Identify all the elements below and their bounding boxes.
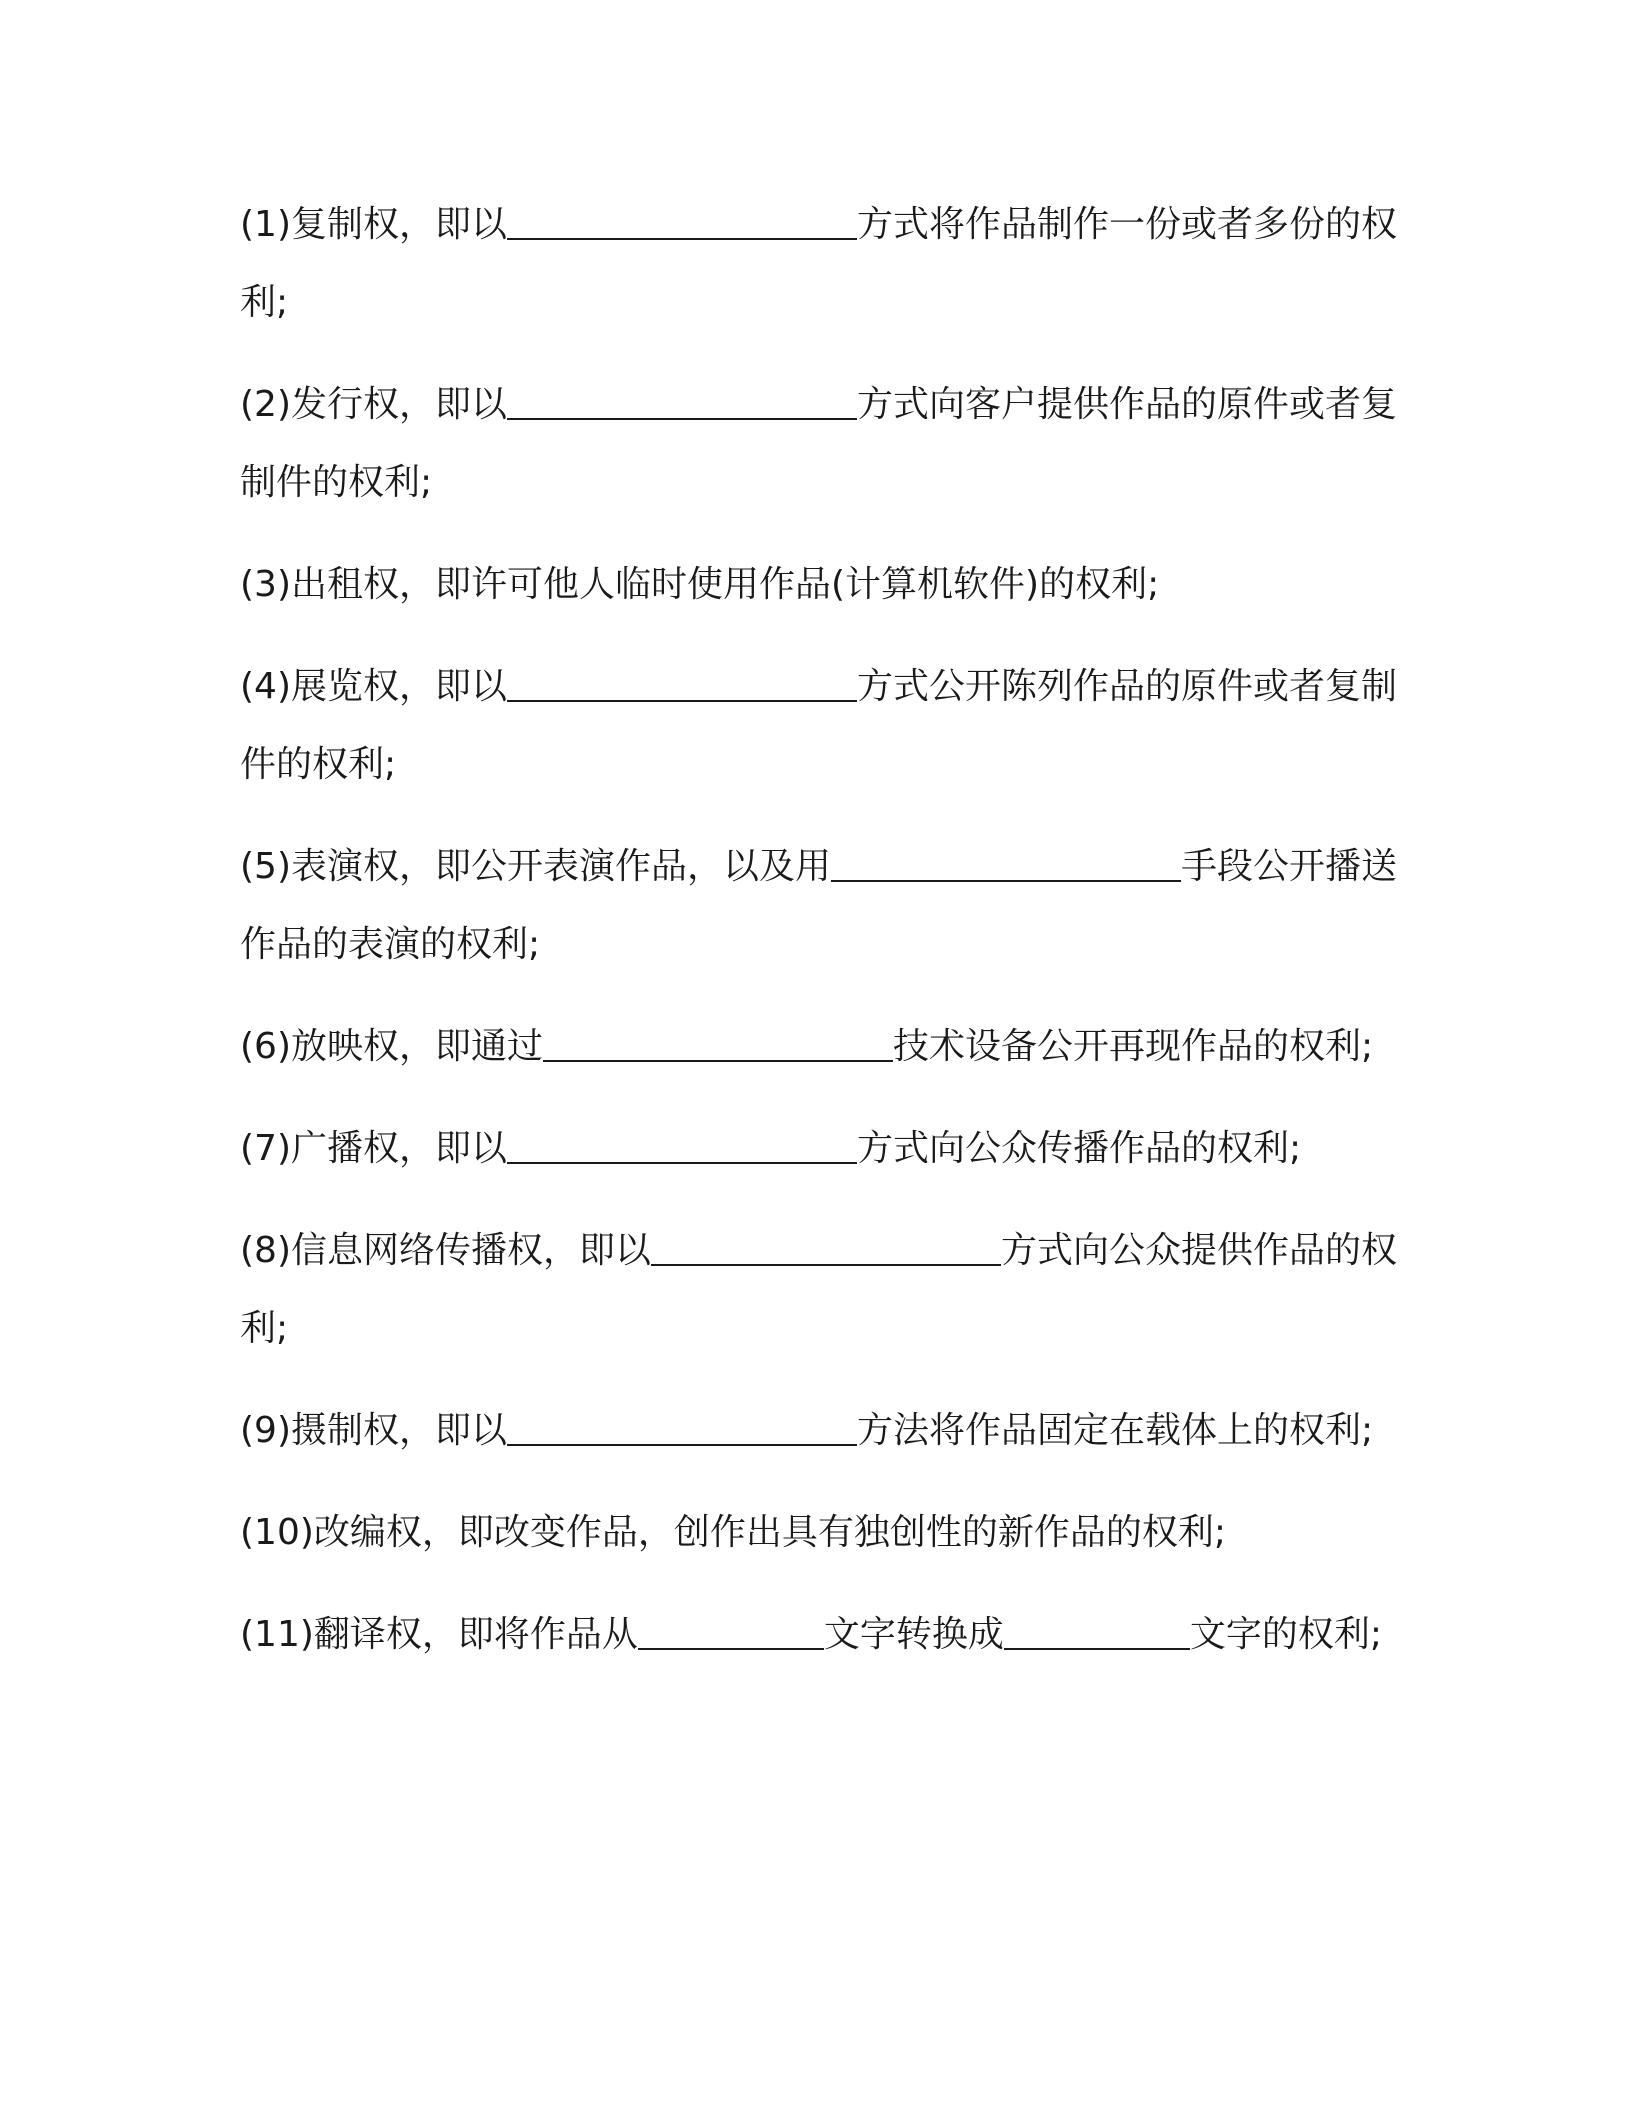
clause-text: 方式向客户提供作品的原件或者复制件的权利; (240, 384, 1398, 503)
clause-text: (8)信息网络传播权，即以 (240, 1230, 651, 1271)
clause-text: (11)翻译权，即将作品从 (240, 1614, 638, 1655)
clause-text: (4)展览权，即以 (240, 666, 507, 707)
clause-text: (5)表演权，即公开表演作品，以及用 (240, 846, 831, 887)
clause-text: (1)复制权，即以 (240, 204, 507, 245)
clause-exhibition-right (240, 648, 1400, 804)
blank-line (638, 1612, 824, 1650)
blank-line (507, 1408, 857, 1446)
blank-line (507, 382, 857, 420)
clause-text: 手段公开播送作品的表演的权利; (240, 846, 1398, 965)
clause-text: (10)改编权，即改变作品，创作出具有独创性的新作品的权利; (240, 1512, 1227, 1553)
clause-text: (9)摄制权，即以 (240, 1410, 507, 1451)
clause-text: (6)放映权，即通过 (240, 1026, 543, 1067)
blank-line (543, 1024, 893, 1062)
blank-line (507, 202, 857, 240)
clause-text: 方式向公众传播作品的权利; (857, 1128, 1302, 1169)
clause-adaptation-right (240, 1494, 1400, 1572)
clause-text: 方式将作品制作一份或者多份的权利; (240, 204, 1398, 323)
blank-line (507, 664, 857, 702)
clause-text: 文字转换成 (823, 1614, 1004, 1655)
clause-distribution-right (240, 366, 1400, 522)
clause-text: 方式公开陈列作品的原件或者复制件的权利; (240, 666, 1398, 785)
blank-line (831, 844, 1181, 882)
clause-screening-right (240, 1008, 1400, 1086)
clause-filming-right (240, 1392, 1400, 1470)
blank-line (651, 1228, 1001, 1266)
blank-line (507, 1126, 857, 1164)
clause-network-dissemination-right (240, 1212, 1400, 1368)
clause-performance-right (240, 828, 1400, 984)
clause-text: (3)出租权，即许可他人临时使用作品(计算机软件)的权利; (240, 564, 1160, 605)
clause-translation-right (240, 1596, 1400, 1674)
clause-text: 技术设备公开再现作品的权利; (893, 1026, 1374, 1067)
clause-reproduction-right (240, 186, 1400, 342)
document-page (240, 186, 1400, 1698)
clause-text: (7)广播权，即以 (240, 1128, 507, 1169)
clause-broadcasting-right (240, 1110, 1400, 1188)
blank-line (1004, 1612, 1190, 1650)
clause-rental-right (240, 546, 1400, 624)
clause-text: 方式向公众提供作品的权利; (240, 1230, 1398, 1349)
clause-text: (2)发行权，即以 (240, 384, 507, 425)
clause-text: 文字的权利; (1189, 1614, 1383, 1655)
clause-text: 方法将作品固定在载体上的权利; (857, 1410, 1374, 1451)
